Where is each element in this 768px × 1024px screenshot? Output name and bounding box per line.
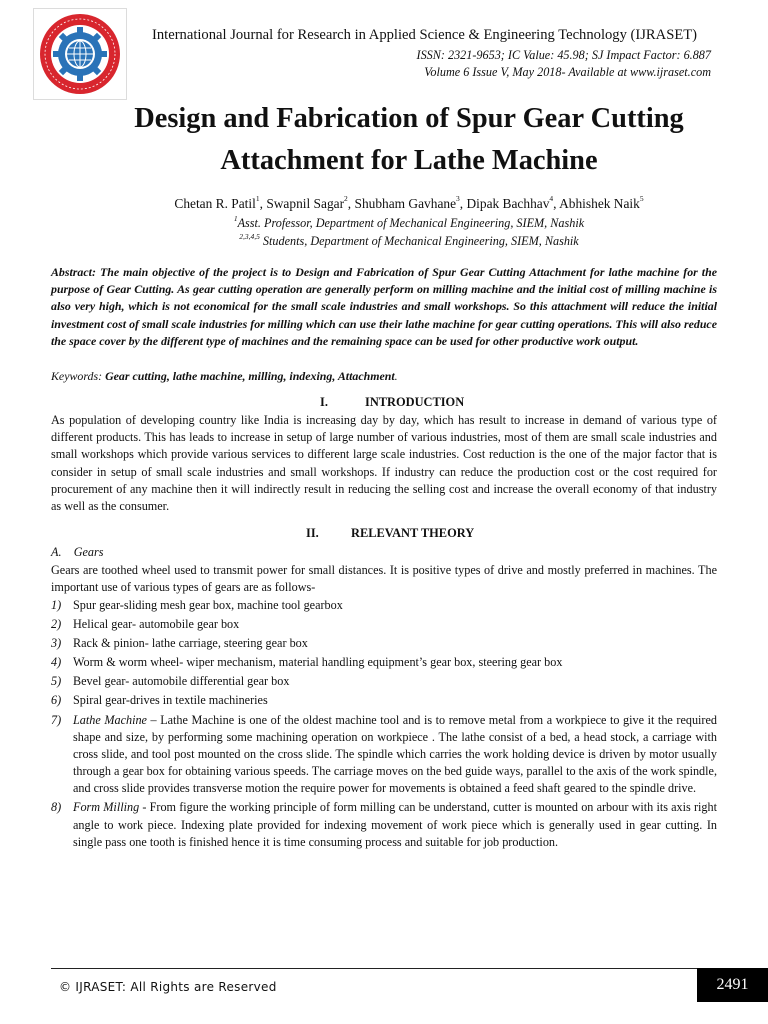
list-item-label: Form Milling <box>73 800 140 815</box>
author-name: Dipak Bachhav <box>466 196 550 211</box>
author-sup: 1 <box>255 194 260 203</box>
footer-copyright: © IJRASET: All Rights are Reserved <box>59 980 277 994</box>
paper-title: Design and Fabrication of Spur Gear Cutting Attachment for Lathe Machine <box>134 103 684 176</box>
list-item-text: Helical gear- automobile gear box <box>73 617 240 632</box>
list-number: 8) <box>51 800 62 815</box>
list-item-text: Bevel gear- automobile differential gear box <box>73 674 290 689</box>
list-item-text: Worm & worm wheel- wiper mechanism, material handling equipment’s gear box, steering gear box <box>73 655 563 670</box>
author-name: Swapnil Sagar <box>266 196 345 211</box>
volume-line: Volume 6 Issue V, May 2018- Available at www.ijraset.com <box>424 65 711 79</box>
subsection-heading-gears <box>51 545 103 560</box>
list-item <box>51 597 717 614</box>
list-item <box>51 712 717 798</box>
list-item-label: Lathe Machine <box>73 712 147 727</box>
keywords <box>51 368 717 385</box>
author-name: Shubham Gavhane <box>354 196 457 211</box>
section-title: INTRODUCTION <box>365 395 465 409</box>
list-item-text: Spiral gear-drives in textile machineries <box>73 693 268 708</box>
author-sup: 5 <box>639 194 644 203</box>
list-number: 6) <box>51 693 62 708</box>
section-number: II. <box>306 526 319 540</box>
keywords-label: Keywords <box>51 369 99 383</box>
gear-uses-list <box>51 597 717 853</box>
list-number: 7) <box>51 712 62 727</box>
keywords-value: Gear cutting, lathe machine, milling, indexing, Attachment <box>105 369 395 383</box>
footer-divider <box>51 968 697 969</box>
subsection-title: Gears <box>73 545 104 559</box>
gears-paragraph: Gears are toothed wheel used to transmit power for small distances. It is positive types of drive and mostly preferred in machines. The important use of various types of gears are as follows- <box>51 563 717 595</box>
list-number: 1) <box>51 598 62 612</box>
list-number: 2) <box>51 617 62 632</box>
issn-line: ISSN: 2321-9653; IC Value: 45.98; SJ Impact Factor: 6.887 <box>416 48 711 62</box>
affiliation-1 <box>70 216 748 231</box>
author-list: Chetan R. Patil$^1$, Swapnil Sagar$^2$, Shubham Gavhane$^3$, Dipak Bachhav$^4$, Abhishek Naik$^5$ <box>174 194 644 211</box>
list-number: 5) <box>51 674 62 689</box>
affiliation-sup: 2,3,4,5 <box>239 232 260 241</box>
list-item-text: Rack & pinion- lathe carriage, steering gear box <box>73 636 308 651</box>
author-name: Chetan R. Patil <box>174 196 256 211</box>
keywords-end: . <box>394 369 398 383</box>
abstract: Abstract: The main objective of the project is to Design and Fabrication of Spur Gear Cutting Attachment for lathe machine for the purpose of Gear Cutting. As gear cutting operation are generally perform on milling machine and the initial cost of milling machine is also very high, which is not economical for the small scale industries and small workshops. So this attachment will reduce the initial investment cost of small scale industries for milling which can use their lathe machine for gear cutting operations. This will also reduce the space cover by the different type of machines and the remaining space can be used for other productive work output. <box>51 265 717 348</box>
affiliation-text: Students, Department of Mechanical Engineering, SIEM, Nashik <box>259 234 579 248</box>
list-number: 3) <box>51 636 62 651</box>
list-item <box>51 692 717 709</box>
gear-globe-logo-icon <box>38 12 122 96</box>
list-number: 4) <box>51 655 62 670</box>
list-item-text: - From figure the working principle of form milling can be understand, cutter is mounted on arbour with its axis right angle to work piece. Indexing plate provided for indexing movement of work piece which is generally used in gear cutting. In single pass one tooth is finished hence it is time consuming process and suitable for job production. <box>73 800 717 849</box>
section-title: RELEVANT THEORY <box>351 526 475 540</box>
intro-paragraph: As population of developing country like India is increasing day by day, which has result to increase in demand of various type of different products. This has leads to increase in setup of large number of various industries, most of them are small scale industries and small workshops which provide various services to different large scale industries. Cost reduction is the one of the major factor that is consider in setup of small scale industries and small workshops. If industry can reduce the production cost or the cost required for procurement of any machine then it will indirectly result in reducing the selling cost and increase the overall economy of that industry as well as the consumer. <box>51 413 717 514</box>
list-item-text: Spur gear-sliding mesh gear box, machine tool gearbox <box>73 598 343 612</box>
list-item <box>51 616 717 633</box>
list-item <box>51 673 717 690</box>
journal-name: International Journal for Research in Applied Science & Engineering Technology (IJRASET) <box>152 27 698 43</box>
journal-meta <box>417 47 711 81</box>
author-sup: 3 <box>456 194 460 203</box>
list-item-text: – Lathe Machine is one of the oldest machine tool and is to remove metal from a workpiece to give it the required shape and size, by performing some machining operation on workpiece . The lathe consist of a bed, a head stock, a carriage with cross slide, and tool post mounted on the cross slide. The spindle which carries the work holding device is driven by motor usually through a gear box for obtaining various speeds. The carriage moves on the bed guide ways, parallel to the axis of the work spindle, and cross slide provides transverse motion the require power for movements is obtained a feed shaft geared to the spindle drive. <box>73 712 717 796</box>
page-number: 2491 <box>697 968 768 1002</box>
affiliation-text: Asst. Professor, Department of Mechanical Engineering, SIEM, Nashik <box>237 216 585 230</box>
list-item <box>51 635 717 652</box>
author-name: Abhishek Naik <box>559 196 640 211</box>
author-sup: 4 <box>549 194 554 203</box>
affiliation-sup: 1 <box>233 214 238 223</box>
author-sup: 2 <box>344 194 348 203</box>
subsection-number: A. <box>51 545 62 559</box>
list-item <box>51 799 717 851</box>
section-number: I. <box>320 395 328 409</box>
affiliation-2 <box>70 234 748 249</box>
list-item <box>51 654 717 671</box>
journal-logo <box>33 8 127 100</box>
keywords-sep: : <box>98 369 106 383</box>
